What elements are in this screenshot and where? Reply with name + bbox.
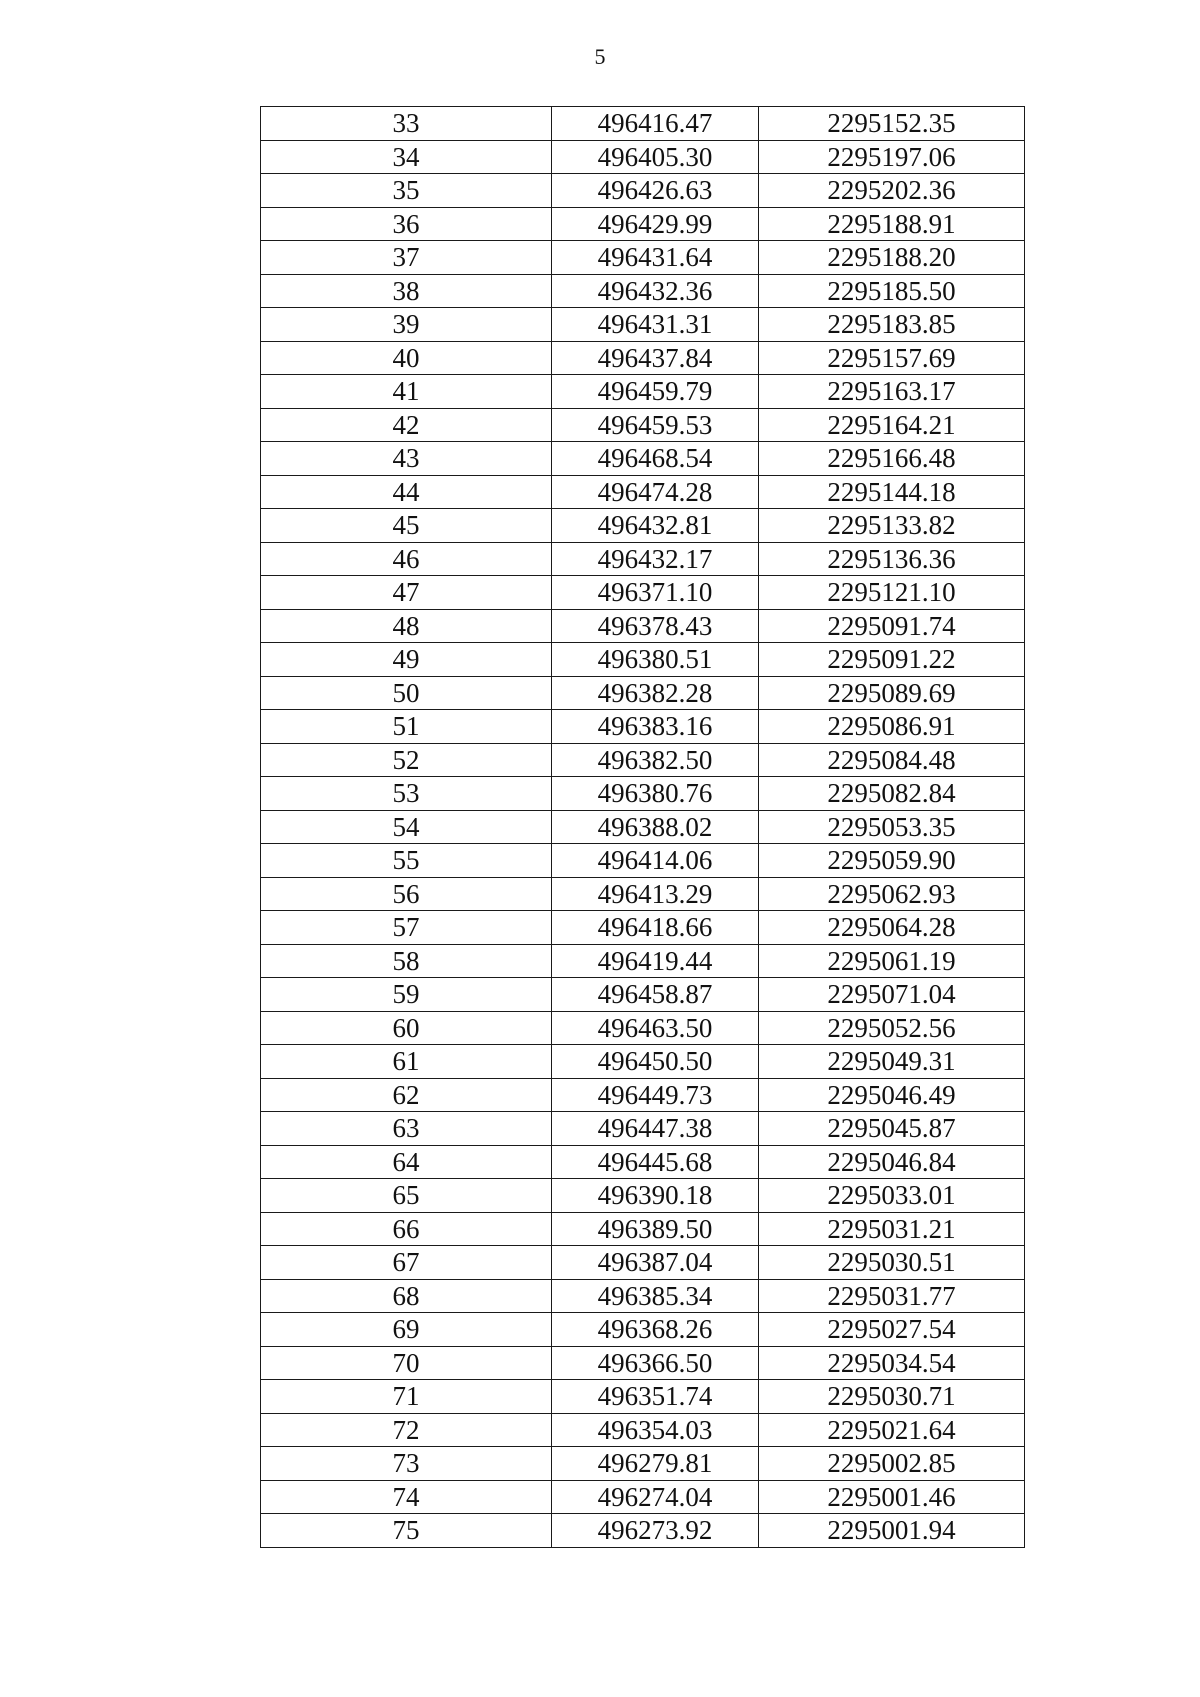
y-coordinate-cell: 2295164.21 xyxy=(759,408,1025,442)
y-coordinate-cell: 2295188.20 xyxy=(759,241,1025,275)
y-coordinate-cell: 2295082.84 xyxy=(759,777,1025,811)
point-number-cell: 37 xyxy=(261,241,552,275)
y-coordinate-cell: 2295061.19 xyxy=(759,944,1025,978)
x-coordinate-cell: 496431.64 xyxy=(552,241,759,275)
point-number-cell: 45 xyxy=(261,509,552,543)
table-row xyxy=(261,676,1025,710)
table-row xyxy=(261,207,1025,241)
table-row xyxy=(261,1011,1025,1045)
table-row xyxy=(261,1447,1025,1481)
y-coordinate-cell: 2295027.54 xyxy=(759,1313,1025,1347)
y-coordinate-cell: 2295166.48 xyxy=(759,442,1025,476)
point-number-cell: 61 xyxy=(261,1045,552,1079)
point-number-cell: 72 xyxy=(261,1413,552,1447)
table-row xyxy=(261,375,1025,409)
table-row xyxy=(261,877,1025,911)
y-coordinate-cell: 2295188.91 xyxy=(759,207,1025,241)
point-number-cell: 44 xyxy=(261,475,552,509)
y-coordinate-cell: 2295157.69 xyxy=(759,341,1025,375)
page-number: 5 xyxy=(594,44,606,69)
x-coordinate-cell: 496368.26 xyxy=(552,1313,759,1347)
point-number-cell: 55 xyxy=(261,844,552,878)
y-coordinate-cell: 2295071.04 xyxy=(759,978,1025,1012)
point-number-cell: 40 xyxy=(261,341,552,375)
y-coordinate-cell: 2295197.06 xyxy=(759,140,1025,174)
y-coordinate-cell: 2295059.90 xyxy=(759,844,1025,878)
x-coordinate-cell: 496274.04 xyxy=(552,1480,759,1514)
point-number-cell: 59 xyxy=(261,978,552,1012)
y-coordinate-cell: 2295046.84 xyxy=(759,1145,1025,1179)
y-coordinate-cell: 2295144.18 xyxy=(759,475,1025,509)
table-row xyxy=(261,174,1025,208)
point-number-cell: 35 xyxy=(261,174,552,208)
table-row xyxy=(261,1380,1025,1414)
x-coordinate-cell: 496431.31 xyxy=(552,308,759,342)
point-number-cell: 73 xyxy=(261,1447,552,1481)
point-number-cell: 69 xyxy=(261,1313,552,1347)
table-row xyxy=(261,442,1025,476)
point-number-cell: 71 xyxy=(261,1380,552,1414)
point-number-cell: 49 xyxy=(261,643,552,677)
y-coordinate-cell: 2295030.51 xyxy=(759,1246,1025,1280)
y-coordinate-cell: 2295084.48 xyxy=(759,743,1025,777)
x-coordinate-cell: 496389.50 xyxy=(552,1212,759,1246)
table-row xyxy=(261,1279,1025,1313)
x-coordinate-cell: 496447.38 xyxy=(552,1112,759,1146)
y-coordinate-cell: 2295031.77 xyxy=(759,1279,1025,1313)
x-coordinate-cell: 496351.74 xyxy=(552,1380,759,1414)
y-coordinate-cell: 2295033.01 xyxy=(759,1179,1025,1213)
y-coordinate-cell: 2295133.82 xyxy=(759,509,1025,543)
table-row xyxy=(261,308,1025,342)
point-number-cell: 70 xyxy=(261,1346,552,1380)
y-coordinate-cell: 2295030.71 xyxy=(759,1380,1025,1414)
x-coordinate-cell: 496273.92 xyxy=(552,1514,759,1548)
x-coordinate-cell: 496474.28 xyxy=(552,475,759,509)
table-row xyxy=(261,107,1025,141)
table-row xyxy=(261,1413,1025,1447)
table-row xyxy=(261,1212,1025,1246)
coordinate-table xyxy=(260,106,1025,1548)
point-number-cell: 42 xyxy=(261,408,552,442)
point-number-cell: 51 xyxy=(261,710,552,744)
y-coordinate-cell: 2295136.36 xyxy=(759,542,1025,576)
point-number-cell: 48 xyxy=(261,609,552,643)
x-coordinate-cell: 496279.81 xyxy=(552,1447,759,1481)
point-number-cell: 46 xyxy=(261,542,552,576)
y-coordinate-cell: 2295002.85 xyxy=(759,1447,1025,1481)
x-coordinate-cell: 496385.34 xyxy=(552,1279,759,1313)
point-number-cell: 56 xyxy=(261,877,552,911)
table-row xyxy=(261,1480,1025,1514)
table-row xyxy=(261,542,1025,576)
table-row xyxy=(261,475,1025,509)
x-coordinate-cell: 496426.63 xyxy=(552,174,759,208)
y-coordinate-cell: 2295091.22 xyxy=(759,643,1025,677)
y-coordinate-cell: 2295062.93 xyxy=(759,877,1025,911)
x-coordinate-cell: 496378.43 xyxy=(552,609,759,643)
x-coordinate-cell: 496468.54 xyxy=(552,442,759,476)
point-number-cell: 74 xyxy=(261,1480,552,1514)
table-row xyxy=(261,710,1025,744)
x-coordinate-cell: 496432.81 xyxy=(552,509,759,543)
x-coordinate-cell: 496382.28 xyxy=(552,676,759,710)
y-coordinate-cell: 2295045.87 xyxy=(759,1112,1025,1146)
table-row xyxy=(261,1246,1025,1280)
y-coordinate-cell: 2295034.54 xyxy=(759,1346,1025,1380)
x-coordinate-cell: 496418.66 xyxy=(552,911,759,945)
x-coordinate-cell: 496382.50 xyxy=(552,743,759,777)
x-coordinate-cell: 496432.17 xyxy=(552,542,759,576)
y-coordinate-cell: 2295031.21 xyxy=(759,1212,1025,1246)
y-coordinate-cell: 2295185.50 xyxy=(759,274,1025,308)
point-number-cell: 34 xyxy=(261,140,552,174)
y-coordinate-cell: 2295001.46 xyxy=(759,1480,1025,1514)
point-number-cell: 57 xyxy=(261,911,552,945)
y-coordinate-cell: 2295052.56 xyxy=(759,1011,1025,1045)
point-number-cell: 64 xyxy=(261,1145,552,1179)
point-number-cell: 47 xyxy=(261,576,552,610)
y-coordinate-cell: 2295053.35 xyxy=(759,810,1025,844)
table-row xyxy=(261,1514,1025,1548)
x-coordinate-cell: 496371.10 xyxy=(552,576,759,610)
x-coordinate-cell: 496419.44 xyxy=(552,944,759,978)
point-number-cell: 54 xyxy=(261,810,552,844)
table-row xyxy=(261,978,1025,1012)
table-row xyxy=(261,1313,1025,1347)
x-coordinate-cell: 496413.29 xyxy=(552,877,759,911)
point-number-cell: 41 xyxy=(261,375,552,409)
y-coordinate-cell: 2295046.49 xyxy=(759,1078,1025,1112)
table-row xyxy=(261,1346,1025,1380)
table-row xyxy=(261,241,1025,275)
table-row xyxy=(261,140,1025,174)
table-row xyxy=(261,1045,1025,1079)
x-coordinate-cell: 496380.76 xyxy=(552,777,759,811)
x-coordinate-cell: 496354.03 xyxy=(552,1413,759,1447)
table-row xyxy=(261,810,1025,844)
table-row xyxy=(261,777,1025,811)
x-coordinate-cell: 496449.73 xyxy=(552,1078,759,1112)
y-coordinate-cell: 2295202.36 xyxy=(759,174,1025,208)
x-coordinate-cell: 496459.79 xyxy=(552,375,759,409)
y-coordinate-cell: 2295089.69 xyxy=(759,676,1025,710)
x-coordinate-cell: 496459.53 xyxy=(552,408,759,442)
table-row xyxy=(261,743,1025,777)
table-row xyxy=(261,1145,1025,1179)
y-coordinate-cell: 2295049.31 xyxy=(759,1045,1025,1079)
table-row xyxy=(261,911,1025,945)
point-number-cell: 75 xyxy=(261,1514,552,1548)
x-coordinate-cell: 496405.30 xyxy=(552,140,759,174)
point-number-cell: 58 xyxy=(261,944,552,978)
y-coordinate-cell: 2295021.64 xyxy=(759,1413,1025,1447)
point-number-cell: 36 xyxy=(261,207,552,241)
table-row xyxy=(261,274,1025,308)
table-row xyxy=(261,643,1025,677)
point-number-cell: 43 xyxy=(261,442,552,476)
y-coordinate-cell: 2295183.85 xyxy=(759,308,1025,342)
x-coordinate-cell: 496388.02 xyxy=(552,810,759,844)
y-coordinate-cell: 2295163.17 xyxy=(759,375,1025,409)
y-coordinate-cell: 2295064.28 xyxy=(759,911,1025,945)
table-row xyxy=(261,576,1025,610)
point-number-cell: 63 xyxy=(261,1112,552,1146)
point-number-cell: 39 xyxy=(261,308,552,342)
x-coordinate-cell: 496366.50 xyxy=(552,1346,759,1380)
point-number-cell: 67 xyxy=(261,1246,552,1280)
x-coordinate-cell: 496445.68 xyxy=(552,1145,759,1179)
x-coordinate-cell: 496390.18 xyxy=(552,1179,759,1213)
x-coordinate-cell: 496429.99 xyxy=(552,207,759,241)
point-number-cell: 68 xyxy=(261,1279,552,1313)
table-row xyxy=(261,509,1025,543)
coordinate-table-body xyxy=(261,107,1025,1548)
table-row xyxy=(261,341,1025,375)
x-coordinate-cell: 496437.84 xyxy=(552,341,759,375)
point-number-cell: 50 xyxy=(261,676,552,710)
table-row xyxy=(261,1112,1025,1146)
x-coordinate-cell: 496414.06 xyxy=(552,844,759,878)
y-coordinate-cell: 2295091.74 xyxy=(759,609,1025,643)
point-number-cell: 38 xyxy=(261,274,552,308)
y-coordinate-cell: 2295121.10 xyxy=(759,576,1025,610)
table-row xyxy=(261,1078,1025,1112)
x-coordinate-cell: 496387.04 xyxy=(552,1246,759,1280)
y-coordinate-cell: 2295086.91 xyxy=(759,710,1025,744)
point-number-cell: 33 xyxy=(261,107,552,141)
x-coordinate-cell: 496383.16 xyxy=(552,710,759,744)
table-row xyxy=(261,609,1025,643)
x-coordinate-cell: 496463.50 xyxy=(552,1011,759,1045)
x-coordinate-cell: 496458.87 xyxy=(552,978,759,1012)
x-coordinate-cell: 496380.51 xyxy=(552,643,759,677)
x-coordinate-cell: 496432.36 xyxy=(552,274,759,308)
point-number-cell: 52 xyxy=(261,743,552,777)
point-number-cell: 53 xyxy=(261,777,552,811)
table-row xyxy=(261,1179,1025,1213)
table-row xyxy=(261,408,1025,442)
point-number-cell: 60 xyxy=(261,1011,552,1045)
y-coordinate-cell: 2295152.35 xyxy=(759,107,1025,141)
point-number-cell: 65 xyxy=(261,1179,552,1213)
y-coordinate-cell: 2295001.94 xyxy=(759,1514,1025,1548)
table-row xyxy=(261,844,1025,878)
x-coordinate-cell: 496416.47 xyxy=(552,107,759,141)
point-number-cell: 62 xyxy=(261,1078,552,1112)
x-coordinate-cell: 496450.50 xyxy=(552,1045,759,1079)
point-number-cell: 66 xyxy=(261,1212,552,1246)
table-row xyxy=(261,944,1025,978)
